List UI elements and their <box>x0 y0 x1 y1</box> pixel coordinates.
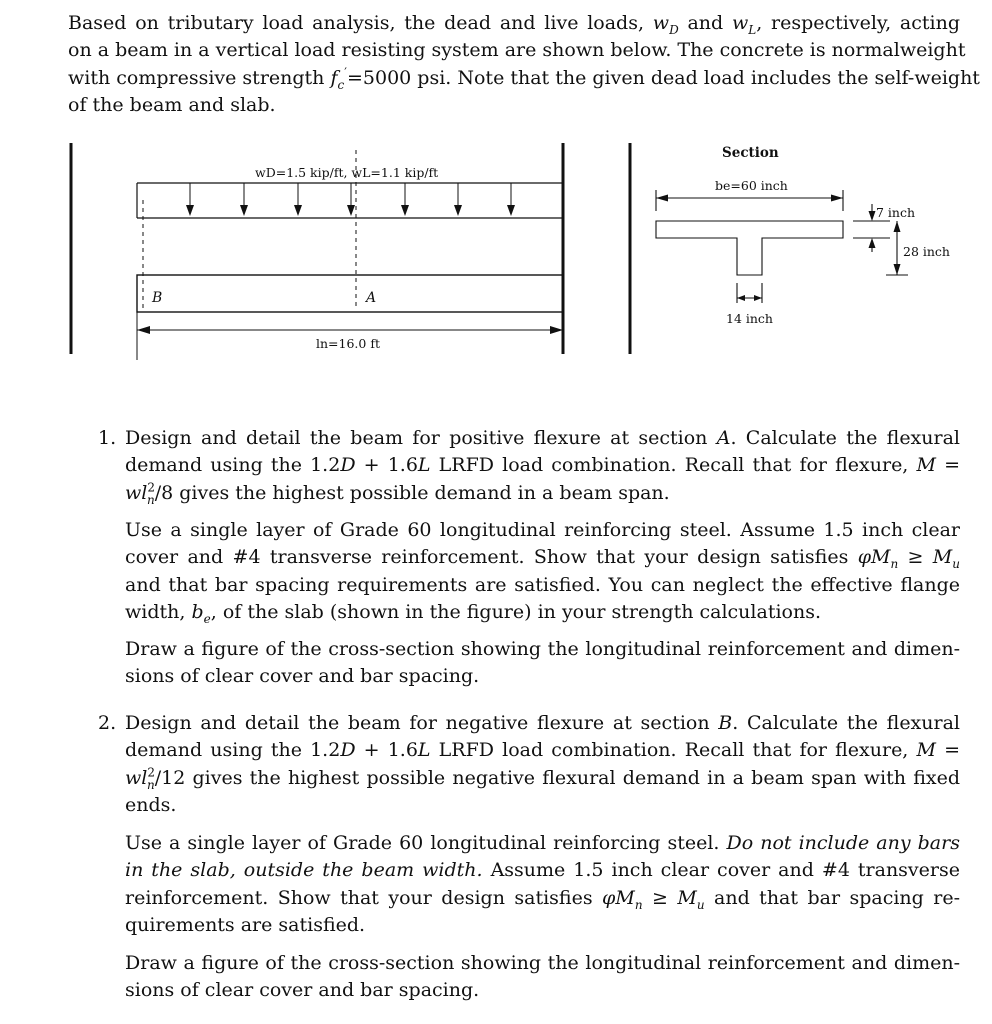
item-2-p2-line-1: Use a single layer of Grade 60 longitudinal reinforcing steel. Do not include any bars <box>125 832 960 854</box>
item-2-p2-line-4: quirements are satisfied. <box>125 914 366 937</box>
item-2-paragraph-1 <box>125 710 960 820</box>
item-2-paragraph-2 <box>125 830 960 940</box>
item-1-number: 1. <box>98 427 117 449</box>
intro-line-3: with compressive strength $f_c'=5000$ psi. Note that the given dead load includes the self-weight <box>68 65 980 92</box>
be-arrow-left <box>656 195 668 202</box>
item-1-p1-line-3: $wl^2_n/8$ gives the highest possible demand in a beam span. <box>125 480 670 507</box>
intro-paragraph <box>68 10 980 120</box>
item-2-p2-line-2: in the slab, outside the beam width. Assume 1.5 inch clear cover and #4 transverse <box>125 859 960 882</box>
load-label: wD=1.5 kip/ft, wL=1.1 kip/ft <box>255 165 439 180</box>
web-arrow-left <box>737 295 745 301</box>
item-2-p3-line-2: sions of clear cover and bar spacing. <box>125 979 480 1002</box>
depth-arrow-down <box>894 264 901 275</box>
item-1-p3-line-2: sions of clear cover and bar spacing. <box>125 665 480 688</box>
flange-thickness-label: 7 inch <box>876 205 916 220</box>
flange-arrow-up <box>869 238 876 248</box>
be-label: be=60 inch <box>715 178 788 193</box>
item-2-p1-line-4: ends. <box>125 794 177 817</box>
be-arrow-right <box>831 195 843 202</box>
item-2-number: 2. <box>98 712 117 734</box>
span-label: ln=16.0 ft <box>316 336 380 351</box>
item-1-p2-line-4: width, $b_e$, of the slab (shown in the figure) in your strength calculations. <box>125 601 822 627</box>
item-1-p2-line-3: and that bar spacing requirements are satisfied. You can neglect the effective flange <box>125 573 960 596</box>
section-title: Section <box>722 145 779 161</box>
item-2-p1-line-3: $wl^2_n/12$ gives the highest possible negative flexural demand in a beam span with fixed <box>125 765 960 792</box>
beam-body <box>137 275 563 312</box>
span-arrow-right <box>550 326 563 334</box>
intro-line-1: Based on tributary load analysis, the dead and live loads, $w_D$ and $w_L$, respectively, acting <box>68 12 961 37</box>
depth-arrow-up <box>894 221 901 232</box>
intro-line-2: on a beam in a vertical load resisting system are shown below. The concrete is normalweight <box>68 39 966 62</box>
item-2-paragraph-3 <box>125 950 960 1005</box>
item-2-p2-line-3: reinforcement. Show that your design satisfies $\varphi M_n \ge M_u$ and that bar spacing re- <box>125 886 961 912</box>
item-1-p1-line-1: Design and detail the beam for positive flexure at section A. Calculate the flexural <box>125 427 960 449</box>
depth-label: 28 inch <box>903 244 950 259</box>
cross-section-figure <box>620 130 960 370</box>
item-2-p1-line-1: Design and detail the beam for negative flexure at section B. Calculate the flexural <box>125 712 961 734</box>
item-1-p1-line-2: demand using the 1.2D + 1.6L LRFD load combination. Recall that for flexure, M = <box>125 454 960 477</box>
beam-elevation-figure <box>0 130 600 370</box>
span-arrow-left <box>137 326 150 334</box>
web-width-label: 14 inch <box>726 311 773 326</box>
item-1-paragraph-2 <box>125 517 960 627</box>
flange-arrow-down <box>869 211 876 221</box>
item-2-p3-line-1: Draw a figure of the cross-section showing the longitudinal reinforcement and dimen- <box>125 952 960 974</box>
item-1-p2-line-2: cover and #4 transverse reinforcement. Show that your design satisfies $\varphi M_n \ge M_u$ <box>125 546 960 572</box>
item-1-p2-line-1: Use a single layer of Grade 60 longitudinal reinforcing steel. Assume 1.5 inch clear <box>125 519 960 541</box>
item-1-paragraph-3 <box>125 636 960 691</box>
section-B-label: B <box>152 290 163 306</box>
item-2-p1-line-2: demand using the 1.2D + 1.6L LRFD load combination. Recall that for flexure, M = <box>125 739 960 762</box>
intro-line-4: of the beam and slab. <box>68 94 276 117</box>
web-arrow-right <box>754 295 762 301</box>
section-A-label: A <box>366 290 377 306</box>
load-arrows <box>186 183 515 216</box>
item-1-paragraph-1 <box>125 425 960 507</box>
item-1-p3-line-1: Draw a figure of the cross-section showing the longitudinal reinforcement and dimen- <box>125 638 960 660</box>
t-beam-outline <box>656 221 843 275</box>
